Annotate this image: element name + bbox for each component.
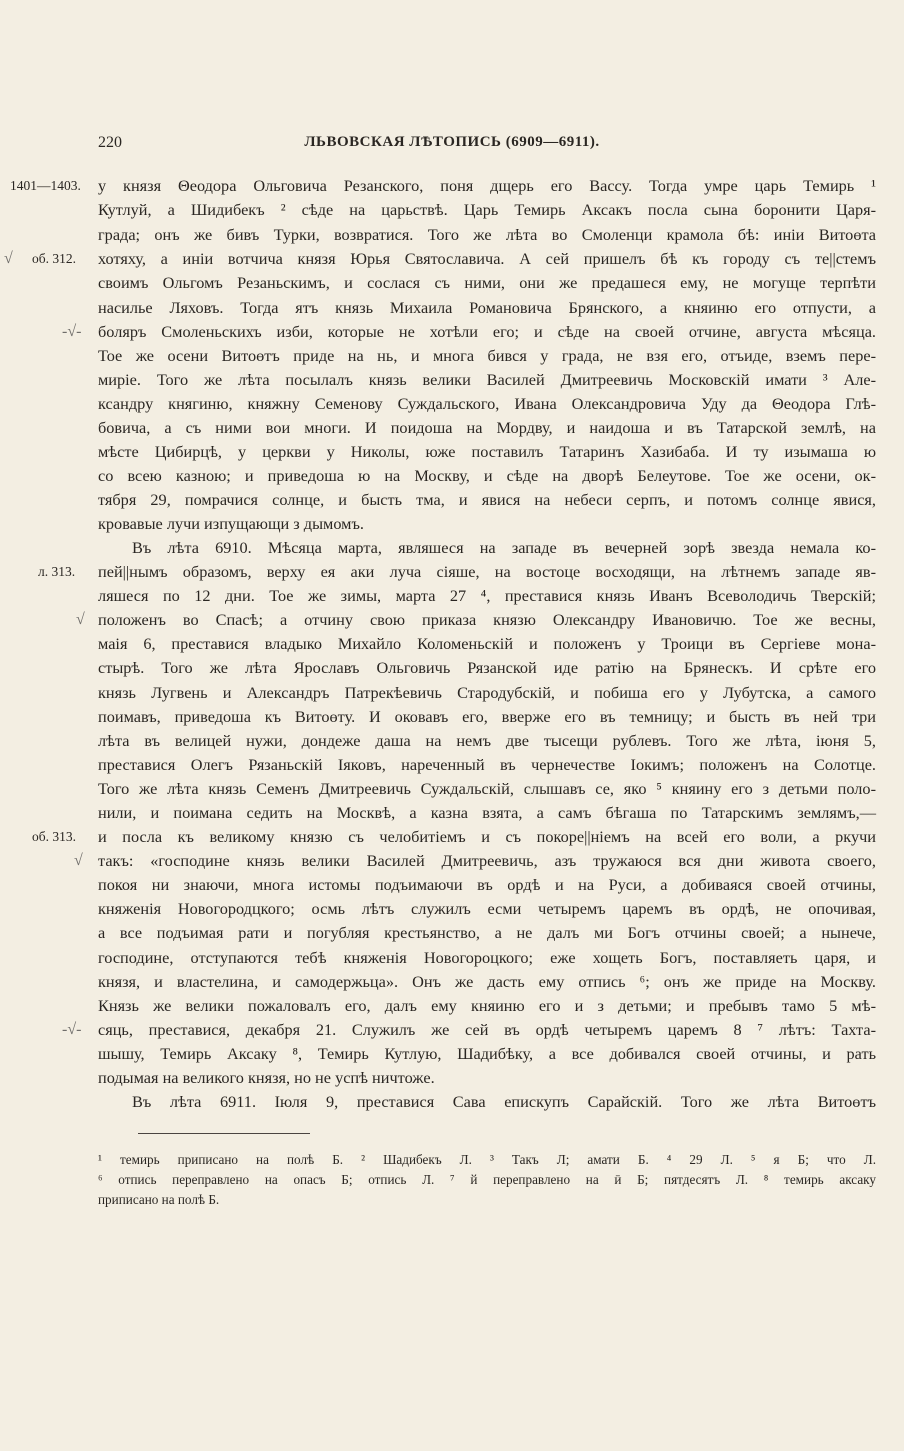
text-line: князь Лугвень и Александръ Патрекѣевичь Стародубскій, и побиша его у Лубутска, а самого [98,683,876,702]
text-line: положенъ во Спасѣ; а отчину свою приказа князю Олександру Ивановичю. Тое же весны, [98,610,876,629]
text-line: хотяху, а инiи вотчича князя Юрья Святославича. А сей пришелъ бѣ къ городу съ те||стемъ [98,249,876,268]
text-line: своимъ Ольгомъ Резаньскимъ, и сослася съ ними, они же предашеся ему, не могуще терпѣти [98,273,876,292]
checkmark-icon: √ [76,611,85,628]
text-line: стырѣ. Того же лѣта Ярославъ Ольговичь Рязанской иде ратію на Брянескъ. И срѣте его [98,658,876,677]
text-line: Князь же велики пожаловалъ его, далъ ему княиню его и з детьми; и пребывъ тамо 5 мѣ- [98,996,876,1015]
text-line: подымая на великого князя, но не успѣ ничтоже. [98,1068,435,1087]
text-line: а все подъимая рати и погубляя крестьянство, а не далъ ми Богъ отчины своей; а нынече, [98,923,876,942]
text-line: кровавые лучи изпущающи з дымомъ. [98,514,364,533]
text-line: господине, отступаются тебѣ княженія Новогороцкого; еже хощеть Богъ, поставляеть царя, и [98,948,876,967]
text-line: лѣта въ велицей нужи, дондеже даша на немъ две тысещи рублевъ. Того же лѣта, іюня 5, [98,731,876,750]
text-line: Того же лѣта князь Семенъ Дмитреевичь Суждальскій, слышавъ се, яко ⁵ княину его з детьми поло- [98,779,876,798]
text-line: ксандру княгиню, княжну Семенову Суждальского, Ивана Олександровича Уду да Θеодора Глѣ- [98,394,876,413]
text-line: у князя Θеодора Ольговича Резанского, поня дщерь его Вассу. Тогда умре царь Темирь ¹ [98,176,876,195]
margin-year-range: 1401—1403. [10,178,81,193]
text-line: пей||нымъ образомъ, верху ея аки луча сіяше, на востоце восходящи, на лѣтнемъ западе яв- [98,562,876,581]
footnote-line: ⁶ отпись переправлено на опасъ Б; отпись Л. ⁷ й переправлено на ӣ Б; пятдесятъ Л. ⁸ темирь аксаку [98,1172,876,1187]
text-line: Тое же осени Витоөтъ приде на нь, и многа бився у града, не взя его, отъиде, вземъ пере- [98,346,876,365]
text-line: поимавъ, приведоша къ Витоөту. И оковавъ его, вверже его въ темницу; и бысть въ ней три [98,707,876,726]
text-line: боляръ Смоленьскихъ изби, которые не хотѣли его; и сѣде на своей отчине, августа мѣсяца. [98,322,876,341]
margin-folio-312v: об. 312. [32,251,76,266]
text-line: шышу, Темирь Аксаку ⁸, Темирь Кутлую, Шадибѣку, а все добивался своей отчины, и рать [98,1044,876,1063]
text-line: князя, и властелина, и самодержьца». Онъ же дасть ему отпись ⁶; онъ же приде на Москву. [98,972,876,991]
text-line: княженія Новогородцкого; осмь лѣтъ служилъ есми четыремъ царемъ въ ордѣ, не опочивая, [98,899,876,918]
checkmark-icon: -√- [62,1021,82,1038]
text-line: со всею казною; и приведоша ю на Москву, и сѣде на дворѣ Белеутове. Тое же осени, ок- [98,466,876,485]
text-line: града; онъ же бивъ Турки, возвратися. Того же лѣта во Смоленци крамола бѣ: инiи Витоөта [98,225,876,244]
margin-folio-313v: об. 313. [32,829,76,844]
text-line: насилье Ляховъ. Тогда ятъ князь Михаила Романовича Брянского, а княиню его отпусти, а [98,298,876,317]
text-line: бовича, а съ ними вои многи. И поидоша на Мордву, и наидоша и въ Татарской землѣ, на [98,418,876,437]
text-line: покоя ни знаючи, многа истомы подъимаючи въ ордѣ и на Руси, а добиваяся своей отчины, [98,875,876,894]
page-header [0,134,904,160]
checkmark-icon: -√- [62,323,82,340]
checkmark-icon: √ [74,852,83,869]
footnote-line: приписано на полѣ Б. [98,1192,220,1207]
text-line: ляшеся по 12 дни. Тое же зимы, марта 27 ⁴, преставися князь Иванъ Всеволодичь Тверскій; [98,586,876,605]
text-line: Въ лѣта 6910. Мѣсяца марта, являшеся на западе въ вечерней зорѣ звезда немала ко- [132,538,876,557]
footnote-line: ¹ темирь приписано на полѣ Б. ² Шадибекъ Л. ³ Такъ Л; амати Б. ⁴ 29 Л. ⁵ я Б; что Л. [98,1152,876,1167]
footnote-divider [138,1133,310,1134]
text-line: мѣсте Цибирцѣ, у церкви у Николы, юже поставилъ Татаринъ Хазибаба. И ту изымаша ю [98,442,876,461]
text-line: маія 6, преставися владыко Михайло Коломеньскій и положенъ у Троици въ Сергіеве мона- [98,634,876,653]
page-number: 220 [98,134,122,151]
text-line: преставися Олегъ Рязаньскій Іяковъ, нареченный въ чернечестве Іокимъ; положенъ на Солотце. [98,755,876,774]
text-line: сяць, преставися, декабря 21. Служилъ же сей въ ордѣ четыремъ царемъ 8 ⁷ лѣтъ: Тахта- [98,1020,876,1039]
checkmark-icon: √ [4,250,13,267]
text-line: нили, и поимана седить на Москвѣ, а казна взята, а самъ бѣгаша по Татарскимъ землямъ,— [98,803,876,822]
text-line: миріе. Того же лѣта посылалъ князь велики Василей Дмитреевичь Московскій имати ³ Але- [98,370,876,389]
margin-folio-313: л. 313. [38,564,76,579]
text-line: и посла къ великому князю съ челобитіемъ и съ покоре||ніемъ на всей его воли, а ркучи [98,827,876,846]
running-title: ЛЬВОВСКАЯ ЛѢТОПИСЬ (6909—6911). [304,134,600,150]
text-line: Въ лѣта 6911. Іюля 9, преставися Сава епискупъ Сарайскій. Того же лѣта Витоөтъ [132,1092,876,1111]
text-line: Кутлуй, а Шидибекъ ² сѣде на царьствѣ. Царь Темирь Аксакъ посла сына боронити Царя- [98,200,876,219]
text-line: тября 29, помрачися солнце, и бысть тма, и явися на небеси серпъ, и потомъ солнце явися, [98,490,876,509]
text-line: такъ: «господине князь велики Василей Дмитреевичь, азъ тружаюся вся дни живота своего, [98,851,876,870]
